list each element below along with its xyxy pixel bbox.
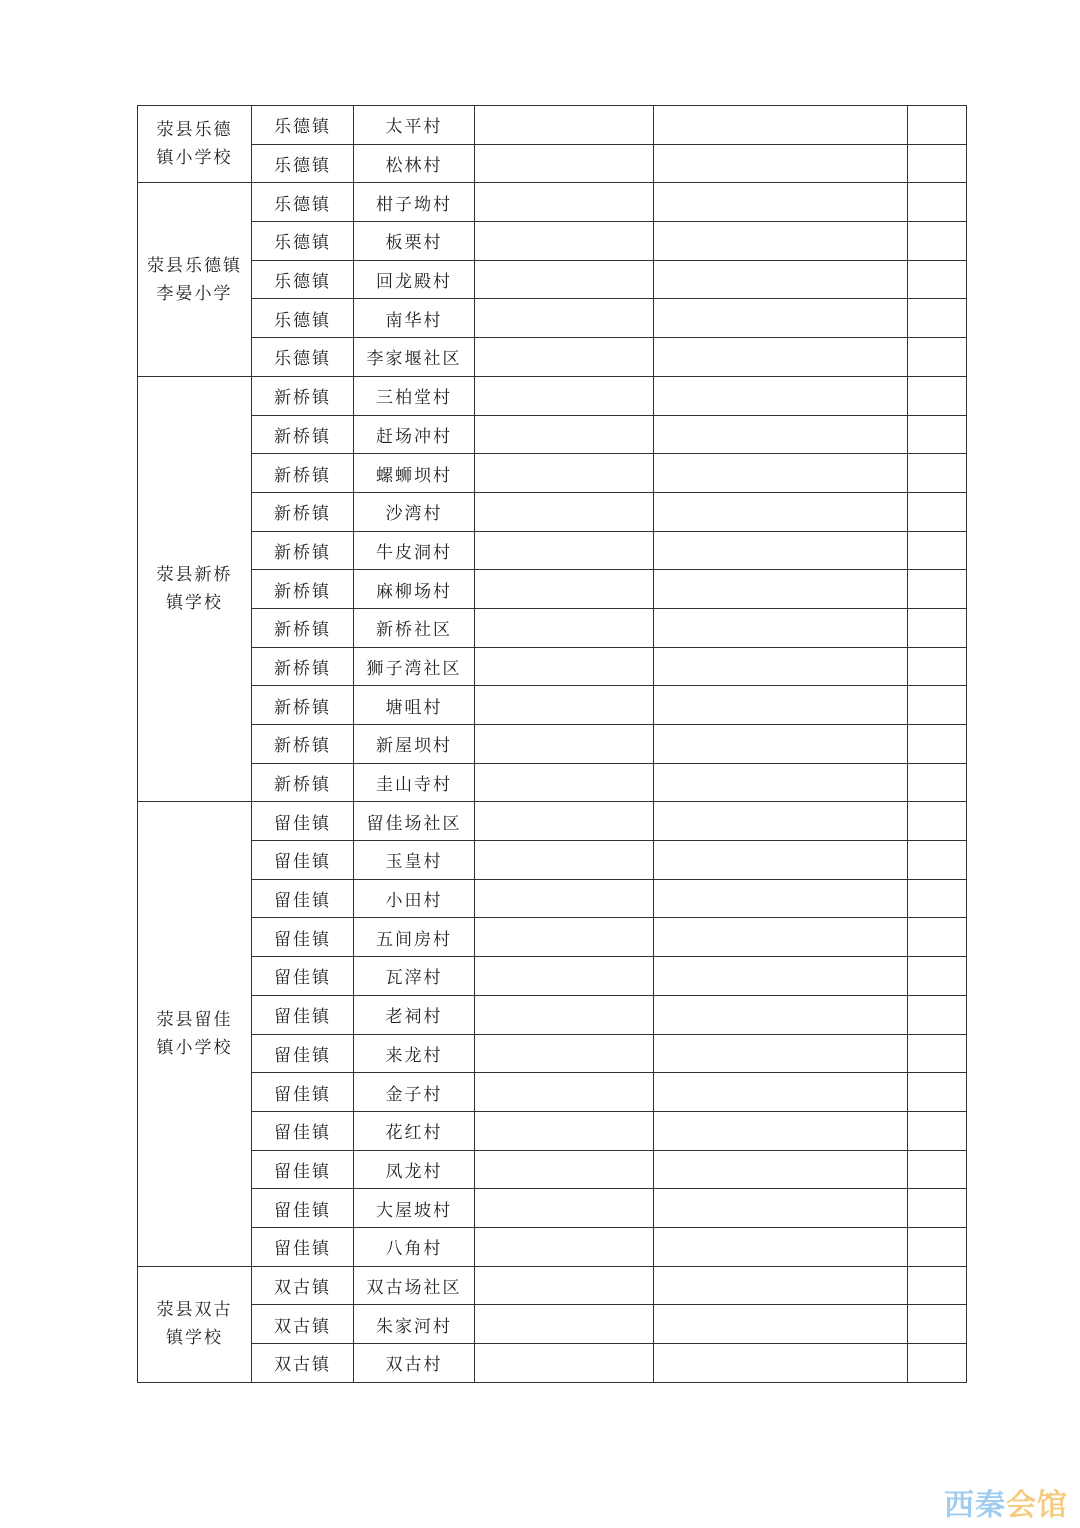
empty-cell-c <box>908 415 967 454</box>
empty-cell-c <box>908 957 967 996</box>
table-row <box>138 106 967 145</box>
table-row <box>138 1034 967 1073</box>
school-name-line: 荥县双古 <box>156 1300 233 1321</box>
village-cell: 五间房村 <box>354 918 475 957</box>
empty-cell-a <box>475 686 654 725</box>
empty-cell-c <box>908 763 967 802</box>
village-cell: 大屋坡村 <box>354 1189 475 1228</box>
table-row <box>138 879 967 918</box>
empty-cell-b <box>654 299 908 338</box>
table-row <box>138 608 967 647</box>
table-row <box>138 647 967 686</box>
school-name-line: 镇学校 <box>166 593 223 614</box>
table-row <box>138 415 967 454</box>
town-cell: 双古镇 <box>252 1305 354 1344</box>
town-cell: 留佳镇 <box>252 1189 354 1228</box>
school-name-line: 镇学校 <box>166 1328 223 1349</box>
empty-cell-b <box>654 763 908 802</box>
town-cell: 留佳镇 <box>252 1227 354 1266</box>
empty-cell-c <box>908 608 967 647</box>
village-cell: 留佳场社区 <box>354 802 475 841</box>
village-cell: 来龙村 <box>354 1034 475 1073</box>
table-row <box>138 1150 967 1189</box>
table-row <box>138 763 967 802</box>
village-cell: 螺蛳坝村 <box>354 454 475 493</box>
school-name-line: 荥县留佳 <box>156 1010 233 1030</box>
empty-cell-b <box>654 995 908 1034</box>
empty-cell-b <box>654 338 908 377</box>
empty-cell-a <box>475 415 654 454</box>
empty-cell-a <box>475 1344 654 1383</box>
table-row <box>138 686 967 725</box>
village-cell: 金子村 <box>354 1073 475 1112</box>
town-cell: 新桥镇 <box>252 763 354 802</box>
empty-cell-c <box>908 144 967 183</box>
empty-cell-b <box>654 144 908 183</box>
empty-cell-a <box>475 106 654 145</box>
empty-cell-c <box>908 1111 967 1150</box>
empty-cell-a <box>475 647 654 686</box>
empty-cell-a <box>475 725 654 764</box>
town-cell: 乐德镇 <box>252 106 354 145</box>
town-cell: 新桥镇 <box>252 376 354 415</box>
empty-cell-c <box>908 570 967 609</box>
empty-cell-a <box>475 1227 654 1266</box>
town-cell: 新桥镇 <box>252 647 354 686</box>
village-cell: 沙湾村 <box>354 492 475 531</box>
empty-cell-b <box>654 1305 908 1344</box>
empty-cell-b <box>654 454 908 493</box>
town-cell: 留佳镇 <box>252 1111 354 1150</box>
village-cell: 狮子湾社区 <box>354 647 475 686</box>
watermark-logo <box>944 1480 1068 1524</box>
empty-cell-a <box>475 338 654 377</box>
empty-cell-a <box>475 995 654 1034</box>
town-cell: 留佳镇 <box>252 879 354 918</box>
table-row <box>138 222 967 261</box>
village-cell: 牛皮洞村 <box>354 531 475 570</box>
empty-cell-c <box>908 647 967 686</box>
empty-cell-b <box>654 1034 908 1073</box>
town-cell: 乐德镇 <box>252 338 354 377</box>
village-cell: 李家堰社区 <box>354 338 475 377</box>
empty-cell-a <box>475 454 654 493</box>
village-cell: 新屋坝村 <box>354 725 475 764</box>
table-row <box>138 454 967 493</box>
school-name-line: 镇小学校 <box>156 1038 233 1058</box>
school-name-line: 荥县乐德镇 <box>147 255 242 276</box>
village-cell: 塘咀村 <box>354 686 475 725</box>
village-cell: 松林村 <box>354 144 475 183</box>
town-cell: 乐德镇 <box>252 183 354 222</box>
empty-cell-c <box>908 918 967 957</box>
empty-cell-c <box>908 1305 967 1344</box>
empty-cell-b <box>654 725 908 764</box>
table-row <box>138 1111 967 1150</box>
town-cell: 新桥镇 <box>252 415 354 454</box>
school-name-cell <box>138 802 252 1266</box>
empty-cell-b <box>654 841 908 880</box>
empty-cell-c <box>908 1266 967 1305</box>
town-cell: 留佳镇 <box>252 1034 354 1073</box>
empty-cell-b <box>654 1073 908 1112</box>
table-row <box>138 260 967 299</box>
table-row <box>138 376 967 415</box>
table-row <box>138 1073 967 1112</box>
table-row <box>138 1305 967 1344</box>
school-name-line: 荥县新桥 <box>156 565 233 586</box>
empty-cell-c <box>908 299 967 338</box>
empty-cell-c <box>908 995 967 1034</box>
empty-cell-b <box>654 647 908 686</box>
school-name-cell <box>138 106 252 183</box>
school-name-line: 镇小学校 <box>156 148 233 169</box>
watermark-part2: 会馆 <box>1006 1488 1068 1523</box>
town-cell: 新桥镇 <box>252 570 354 609</box>
village-cell: 赶场冲村 <box>354 415 475 454</box>
watermark-part1: 西秦 <box>944 1488 1006 1523</box>
empty-cell-c <box>908 686 967 725</box>
empty-cell-b <box>654 608 908 647</box>
empty-cell-c <box>908 802 967 841</box>
empty-cell-b <box>654 376 908 415</box>
town-cell: 新桥镇 <box>252 531 354 570</box>
empty-cell-c <box>908 1227 967 1266</box>
empty-cell-a <box>475 531 654 570</box>
empty-cell-c <box>908 841 967 880</box>
empty-cell-a <box>475 918 654 957</box>
school-name-line: 李晏小学 <box>156 283 233 304</box>
empty-cell-c <box>908 1344 967 1383</box>
town-cell: 留佳镇 <box>252 802 354 841</box>
empty-cell-b <box>654 802 908 841</box>
village-cell: 小田村 <box>354 879 475 918</box>
empty-cell-c <box>908 338 967 377</box>
town-cell: 新桥镇 <box>252 454 354 493</box>
empty-cell-b <box>654 686 908 725</box>
empty-cell-b <box>654 957 908 996</box>
village-cell: 三柏堂村 <box>354 376 475 415</box>
empty-cell-a <box>475 879 654 918</box>
village-cell: 八角村 <box>354 1227 475 1266</box>
empty-cell-b <box>654 222 908 261</box>
empty-cell-b <box>654 879 908 918</box>
empty-cell-a <box>475 1266 654 1305</box>
village-cell: 朱家河村 <box>354 1305 475 1344</box>
town-cell: 留佳镇 <box>252 1073 354 1112</box>
town-cell: 乐德镇 <box>252 222 354 261</box>
empty-cell-a <box>475 1034 654 1073</box>
table-body <box>138 106 967 1383</box>
town-cell: 新桥镇 <box>252 686 354 725</box>
school-district-table <box>137 105 967 1383</box>
village-cell: 新桥社区 <box>354 608 475 647</box>
table-row <box>138 802 967 841</box>
town-cell: 留佳镇 <box>252 1150 354 1189</box>
village-cell: 双古村 <box>354 1344 475 1383</box>
village-cell: 柑子坳村 <box>354 183 475 222</box>
empty-cell-b <box>654 531 908 570</box>
table-row <box>138 531 967 570</box>
town-cell: 留佳镇 <box>252 995 354 1034</box>
empty-cell-a <box>475 802 654 841</box>
empty-cell-b <box>654 106 908 145</box>
table-row <box>138 144 967 183</box>
town-cell: 新桥镇 <box>252 725 354 764</box>
town-cell: 乐德镇 <box>252 144 354 183</box>
empty-cell-b <box>654 260 908 299</box>
empty-cell-c <box>908 725 967 764</box>
empty-cell-b <box>654 183 908 222</box>
empty-cell-c <box>908 531 967 570</box>
table-row <box>138 492 967 531</box>
village-cell: 双古场社区 <box>354 1266 475 1305</box>
village-cell: 板栗村 <box>354 222 475 261</box>
table-row <box>138 995 967 1034</box>
empty-cell-c <box>908 260 967 299</box>
town-cell: 留佳镇 <box>252 918 354 957</box>
table-row <box>138 570 967 609</box>
empty-cell-a <box>475 841 654 880</box>
empty-cell-b <box>654 918 908 957</box>
empty-cell-c <box>908 183 967 222</box>
town-cell: 乐德镇 <box>252 260 354 299</box>
village-cell: 太平村 <box>354 106 475 145</box>
empty-cell-b <box>654 492 908 531</box>
empty-cell-c <box>908 492 967 531</box>
village-cell: 回龙殿村 <box>354 260 475 299</box>
empty-cell-a <box>475 1073 654 1112</box>
town-cell: 双古镇 <box>252 1344 354 1383</box>
village-cell: 玉皇村 <box>354 841 475 880</box>
empty-cell-a <box>475 376 654 415</box>
empty-cell-b <box>654 1266 908 1305</box>
empty-cell-a <box>475 763 654 802</box>
table-row <box>138 841 967 880</box>
village-cell: 老祠村 <box>354 995 475 1034</box>
table-row <box>138 725 967 764</box>
empty-cell-a <box>475 144 654 183</box>
empty-cell-b <box>654 1150 908 1189</box>
school-name-cell <box>138 1266 252 1382</box>
village-cell: 麻柳场村 <box>354 570 475 609</box>
empty-cell-a <box>475 608 654 647</box>
table-row <box>138 1189 967 1228</box>
table-row <box>138 338 967 377</box>
town-cell: 乐德镇 <box>252 299 354 338</box>
village-cell: 瓦滓村 <box>354 957 475 996</box>
empty-cell-b <box>654 570 908 609</box>
empty-cell-b <box>654 1227 908 1266</box>
empty-cell-a <box>475 492 654 531</box>
empty-cell-b <box>654 1189 908 1228</box>
town-cell: 留佳镇 <box>252 841 354 880</box>
village-cell: 凤龙村 <box>354 1150 475 1189</box>
empty-cell-a <box>475 1305 654 1344</box>
village-cell: 南华村 <box>354 299 475 338</box>
empty-cell-a <box>475 222 654 261</box>
empty-cell-b <box>654 415 908 454</box>
table-row <box>138 918 967 957</box>
empty-cell-a <box>475 957 654 996</box>
empty-cell-c <box>908 222 967 261</box>
table-row <box>138 1227 967 1266</box>
table-row <box>138 1344 967 1383</box>
table-row <box>138 957 967 996</box>
school-name-cell <box>138 183 252 376</box>
table-row <box>138 183 967 222</box>
table-row <box>138 299 967 338</box>
empty-cell-b <box>654 1344 908 1383</box>
table-row <box>138 1266 967 1305</box>
village-cell: 花红村 <box>354 1111 475 1150</box>
empty-cell-a <box>475 1189 654 1228</box>
empty-cell-a <box>475 299 654 338</box>
town-cell: 双古镇 <box>252 1266 354 1305</box>
town-cell: 新桥镇 <box>252 492 354 531</box>
empty-cell-c <box>908 106 967 145</box>
town-cell: 留佳镇 <box>252 957 354 996</box>
empty-cell-a <box>475 183 654 222</box>
empty-cell-c <box>908 1150 967 1189</box>
empty-cell-c <box>908 1189 967 1228</box>
empty-cell-b <box>654 1111 908 1150</box>
empty-cell-a <box>475 1150 654 1189</box>
school-name-line: 荥县乐德 <box>156 120 233 141</box>
empty-cell-c <box>908 454 967 493</box>
town-cell: 新桥镇 <box>252 608 354 647</box>
empty-cell-a <box>475 570 654 609</box>
school-name-cell <box>138 376 252 802</box>
empty-cell-c <box>908 879 967 918</box>
empty-cell-c <box>908 1034 967 1073</box>
village-cell: 圭山寺村 <box>354 763 475 802</box>
empty-cell-c <box>908 1073 967 1112</box>
empty-cell-c <box>908 376 967 415</box>
empty-cell-a <box>475 260 654 299</box>
empty-cell-a <box>475 1111 654 1150</box>
